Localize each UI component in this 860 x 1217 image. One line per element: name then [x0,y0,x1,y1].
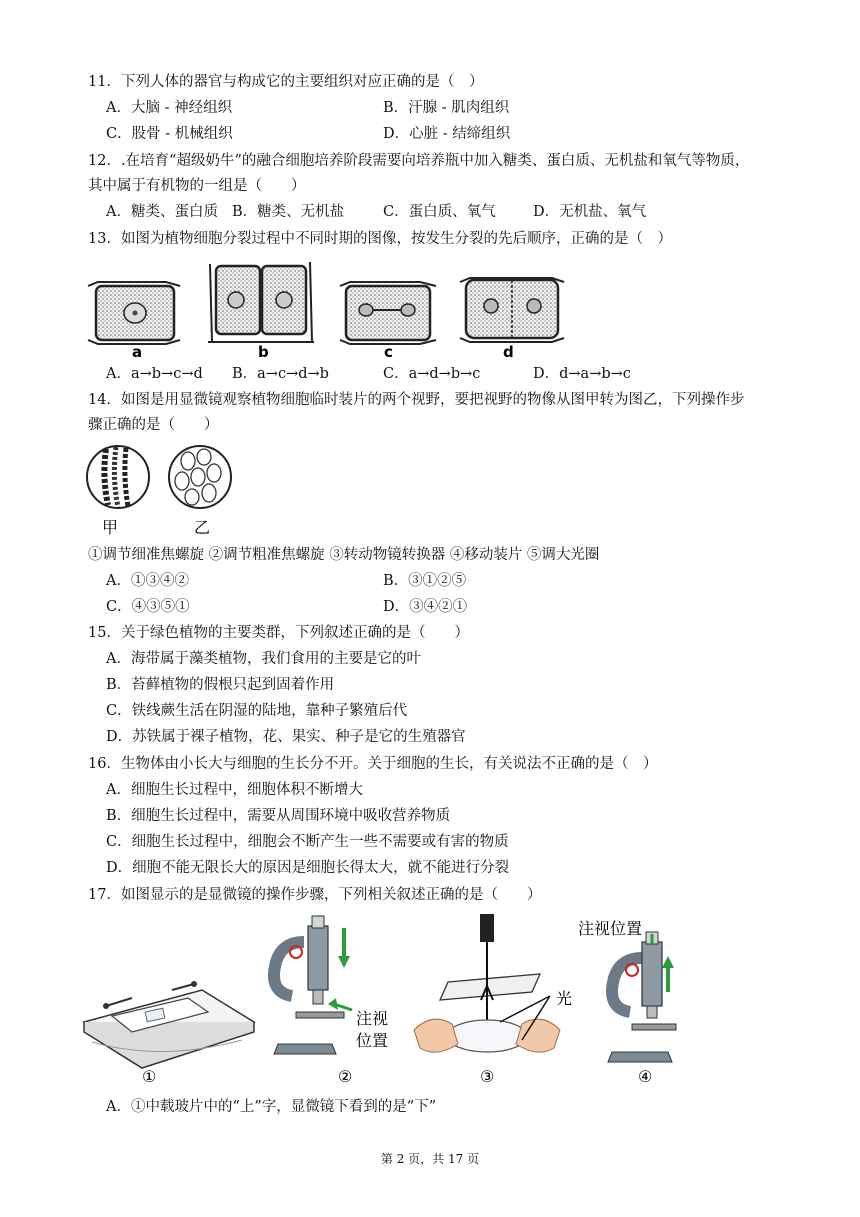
page-footer: 第 2 页，共 17 页 [380,1152,480,1166]
q16-option-b: B．细胞生长过程中，需要从周围环境中吸收营养物质 [106,808,451,824]
cell-label-d: d [503,343,514,360]
q13-stem: 13．如图为植物细胞分裂过程中不同时期的图像，按发生分裂的先后顺序，正确的是（ ） [88,231,672,247]
field-label-yi: 乙 [194,520,211,537]
cell-a-drawing [88,282,180,344]
q14-option-d: D．③④②① [383,599,468,615]
q14-stem-line2: 骤正确的是（ ） [88,417,219,433]
q13-cell-division-figure [86,258,586,360]
step-label-3: ③ [480,1069,495,1086]
q15-option-c: C．铁线蕨生活在阴湿的陆地，靠种子繁殖后代 [106,703,408,719]
q16-option-c: C．细胞生长过程中，细胞会不断产生一些不需要或有害的物质 [106,834,509,850]
q11-option-d: D．心脏 - 结缔组织 [383,126,511,142]
cell-label-a: a [132,343,143,360]
step-label-2: ② [338,1069,353,1086]
q17-option-a: A．①中载玻片中的“上”字，显微镜下看到的是“下” [106,1099,437,1115]
q13-option-c: C．a→d→b→c [383,366,481,382]
microscope-steps-diagram [82,912,692,1092]
step2-microscope-drawing [274,916,388,1054]
q13-option-a: A．a→b→c→d [106,366,203,382]
field-yi-drawing [169,446,231,508]
step3-mirror-drawing [414,914,572,1052]
cell-label-c: c [384,343,393,360]
q16-option-d: D．细胞不能无限长大的原因是细胞长得太大，就不能进行分裂 [106,860,510,876]
q15-stem: 15．关于绿色植物的主要类群，下列叙述正确的是（ ） [88,625,469,641]
q12-stem-line2: 其中属于有机物的一组是（ ） [88,178,306,194]
cell-label-b: b [258,343,269,360]
q12-option-b: B．糖类、无机盐 [232,204,345,220]
step4-microscope-drawing [578,920,676,1062]
q11-option-c: C．股骨 - 机械组织 [106,126,233,142]
cell-d-drawing [460,278,564,342]
step4-watch-label: 注视位置 [578,921,643,938]
q14-option-a: A．①③④② [106,573,189,589]
field-label-jia: 甲 [102,520,119,537]
field-of-view-diagram [84,443,234,539]
q14-option-b: B．③①②⑤ [383,573,467,589]
q14-stem-line1: 14．如图是用显微镜观察植物细胞临时装片的两个视野，要把视野的物像从图甲转为图乙，下列操作步 [88,392,745,408]
cell-c-drawing [340,282,436,344]
q16-option-a: A．细胞生长过程中，细胞体积不断增大 [106,782,363,798]
q15-option-a: A．海带属于藻类植物，我们食用的主要是它的叶 [106,651,421,667]
q15-option-b: B．苔藓植物的假根只起到固着作用 [106,677,335,693]
q11-option-a: A．大脑 - 神经组织 [106,100,233,116]
q16-stem: 16．生物体由小长大与细胞的生长分不开。关于细胞的生长，有关说法不正确的是（ ） [88,756,658,772]
q11-option-b: B．汗腺 - 肌肉组织 [383,100,510,116]
step-label-4: ④ [638,1069,653,1086]
q17-microscope-steps-figure [82,912,692,1092]
step2-watch-label-1: 注视 [356,1011,389,1028]
cell-b-drawing [208,262,314,342]
q13-options [0,364,860,384]
q12-option-c: C．蛋白质、氧气 [383,204,496,220]
q14-option-c: C．④③⑤① [106,599,190,615]
q15-option-d: D．苏铁属于裸子植物，花、果实、种子是它的生殖器官 [106,729,466,745]
step3-light-label: 光 [556,991,573,1008]
step2-watch-label-2: 位置 [356,1033,389,1050]
q13-option-b: B．a→c→d→b [232,366,329,382]
q12-option-d: D．无机盐、氧气 [533,204,647,220]
q12-options [0,202,860,222]
q14-microscope-fields [84,443,234,539]
q17-stem: 17．如图显示的是显微镜的操作步骤，下列相关叙述正确的是（ ） [88,887,542,903]
q12-option-a: A．糖类、蛋白质 [106,204,218,220]
step1-slide-drawing [84,981,254,1068]
q13-option-d: D．d→a→b→c [533,366,631,382]
field-jia-drawing [87,446,149,508]
q11-stem: 11．下列人体的器官与构成它的主要组织对应正确的是（ ） [88,74,484,90]
q14-steps: ①调节细准焦螺旋 ②调节粗准焦螺旋 ③转动物镜转换器 ④移动装片 ⑤调大光圈 [88,547,600,563]
q12-stem-line1: 12．.在培育“超级奶牛”的融合细胞培养阶段需要向培养瓶中加入糖类、蛋白质、无机盐和氧气等物质， [88,153,750,169]
cell-division-diagram [86,258,586,360]
step-label-1: ① [142,1069,157,1086]
